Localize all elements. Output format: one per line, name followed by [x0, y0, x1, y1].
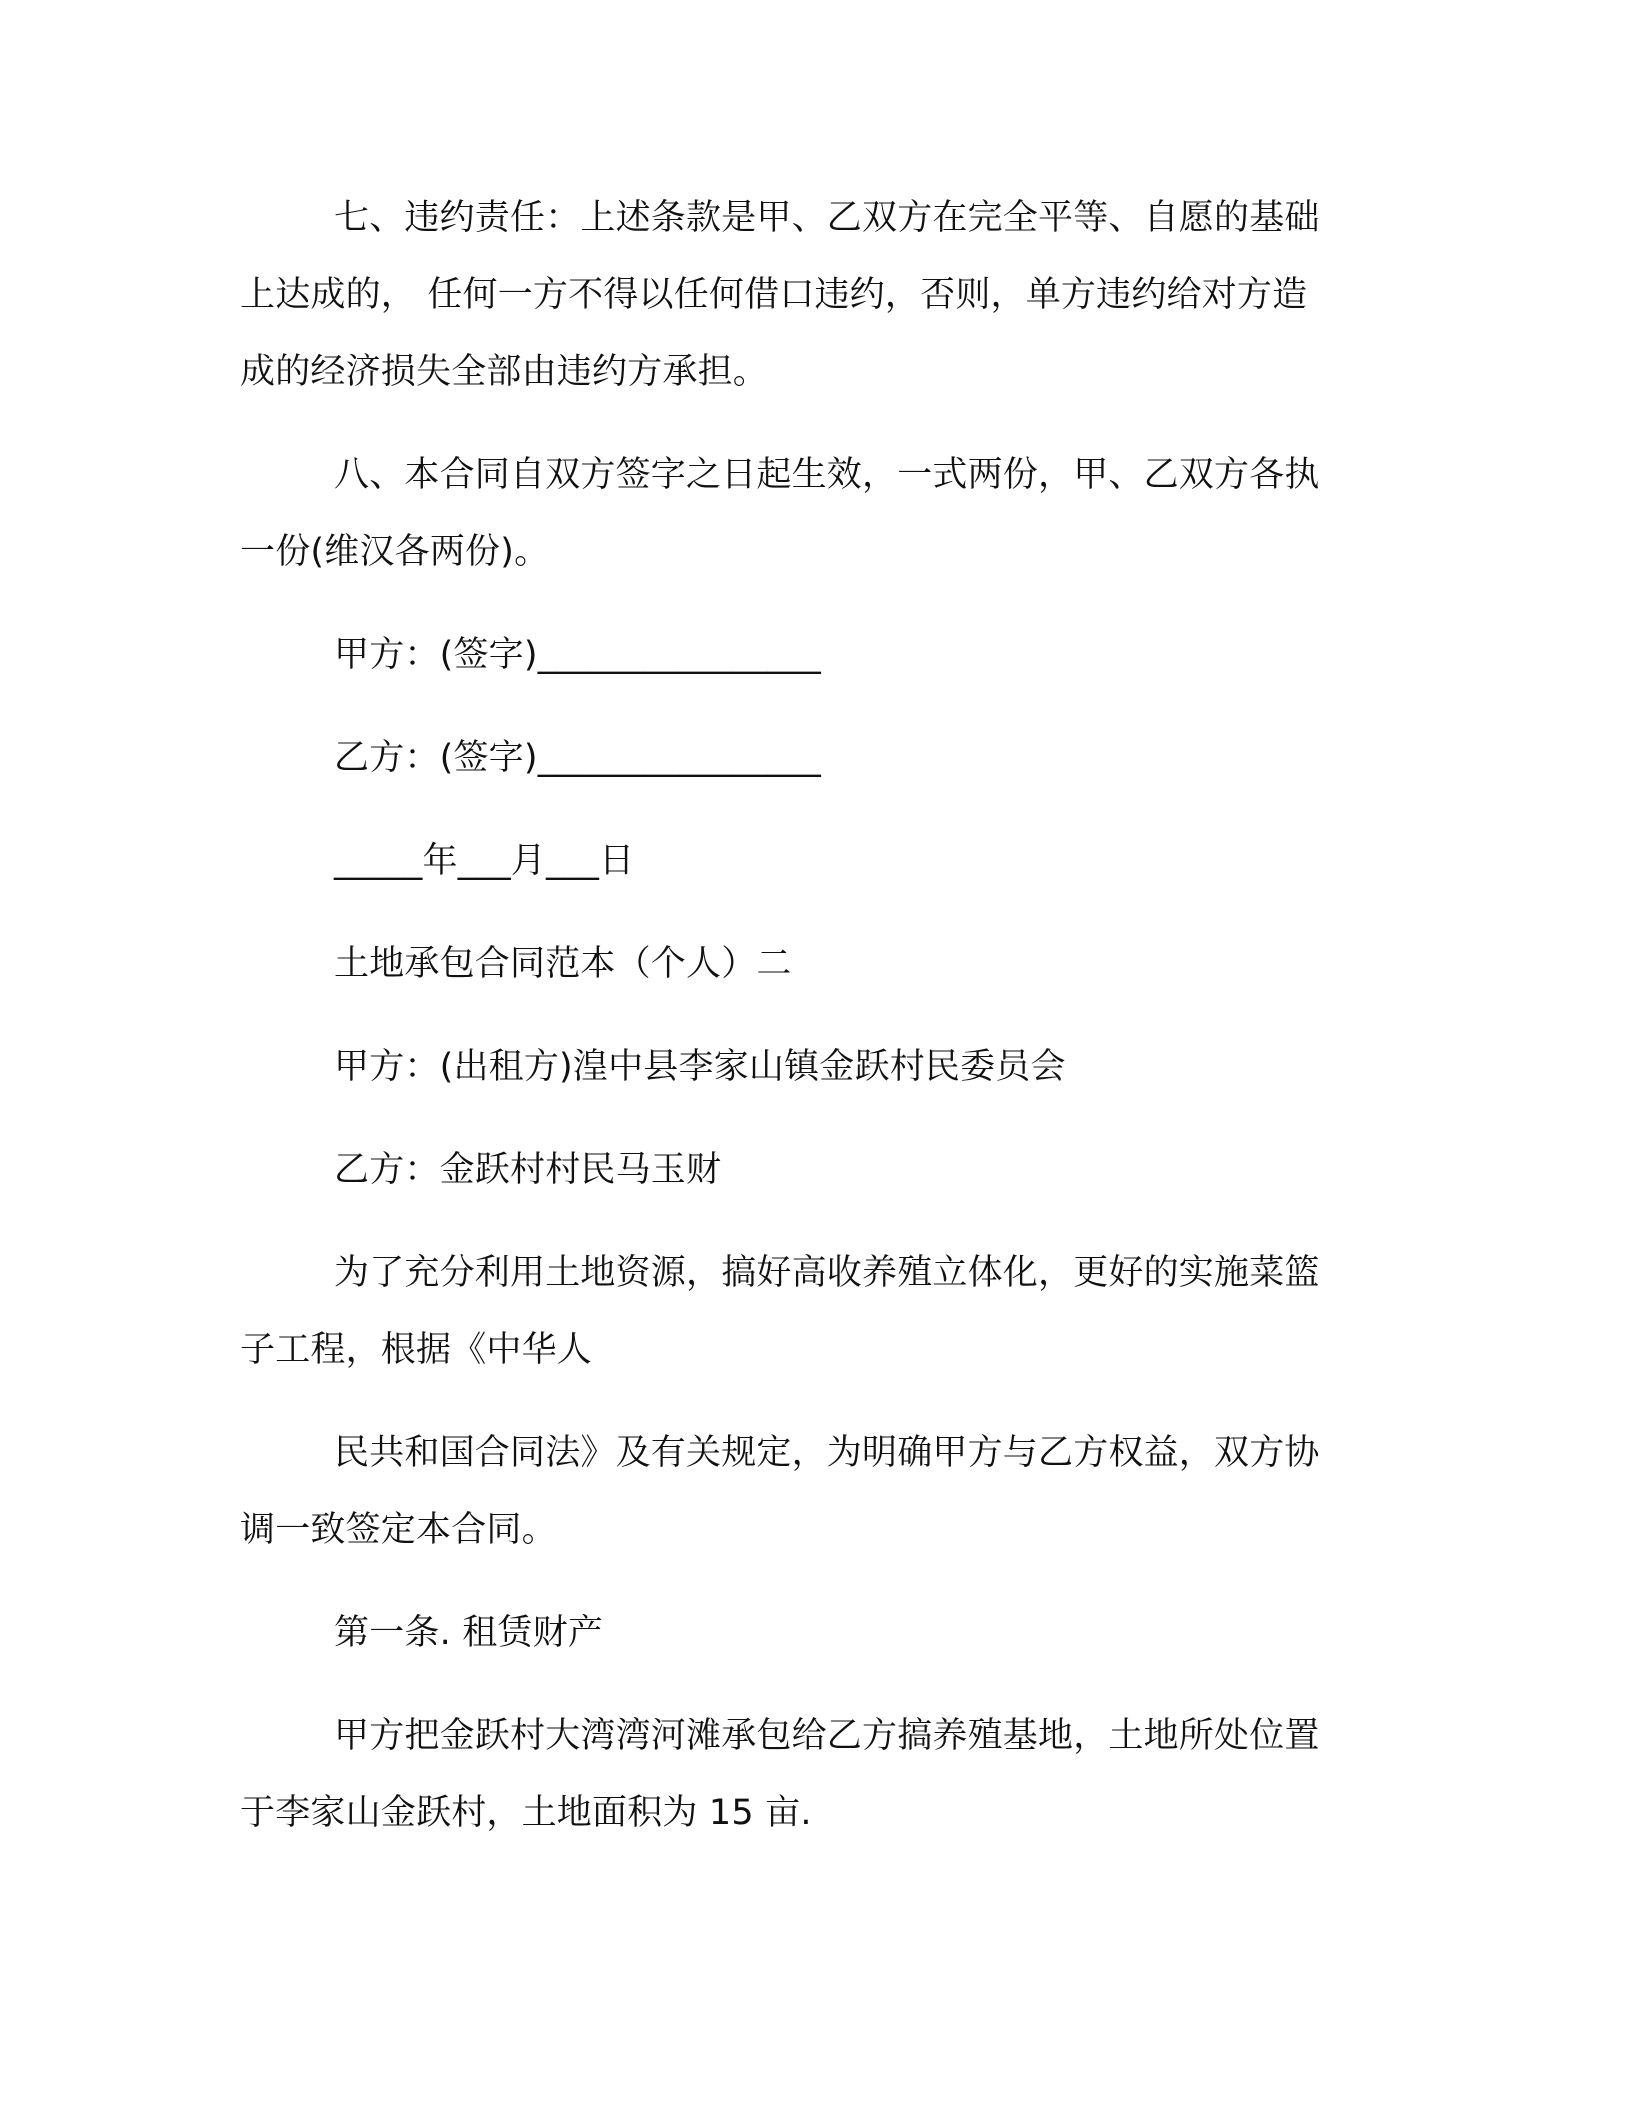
- article-1-heading: 第一条. 租赁财产: [334, 1613, 604, 1653]
- legal-basis-line-1: 民共和国合同法》及有关规定，为明确甲方与乙方权益，双方协: [334, 1433, 1320, 1473]
- intro-paragraph-line-2: 子工程，根据《中华人: [240, 1330, 593, 1370]
- clause-7-line-2: 上达成的， 任何一方不得以任何借口违约，否则，单方违约给对方造: [240, 275, 1308, 315]
- party-b-line: 乙方：金跃村村民马玉财: [334, 1150, 722, 1190]
- intro-paragraph-line-1: 为了充分利用土地资源，搞好高收养殖立体化，更好的实施菜篮: [334, 1253, 1320, 1293]
- party-a-line: 甲方：(出租方)湟中县李家山镇金跃村民委员会: [334, 1047, 1066, 1087]
- party-b-signature-line: 乙方：(签字)________________: [334, 738, 821, 778]
- clause-8-line-2: 一份(维汉各两份)。: [240, 532, 550, 572]
- party-a-signature-line: 甲方：(签字)________________: [334, 635, 821, 675]
- date-line: _____年___月___日: [334, 841, 635, 881]
- article-1-line-1: 甲方把金跃村大湾湾河滩承包给乙方搞养殖基地，土地所处位置: [334, 1716, 1320, 1756]
- legal-basis-line-2: 调一致签定本合同。: [240, 1510, 557, 1550]
- article-1-line-2: 于李家山金跃村，土地面积为 15 亩.: [240, 1793, 812, 1833]
- clause-8-line-1: 八、本合同自双方签字之日起生效，一式两份，甲、乙双方各执: [334, 455, 1320, 495]
- clause-7-line-3: 成的经济损失全部由违约方承担。: [240, 352, 769, 392]
- contract-title: 土地承包合同范本（个人）二: [334, 944, 792, 984]
- clause-7-line-1: 七、违约责任：上述条款是甲、乙双方在完全平等、自愿的基础: [334, 198, 1320, 238]
